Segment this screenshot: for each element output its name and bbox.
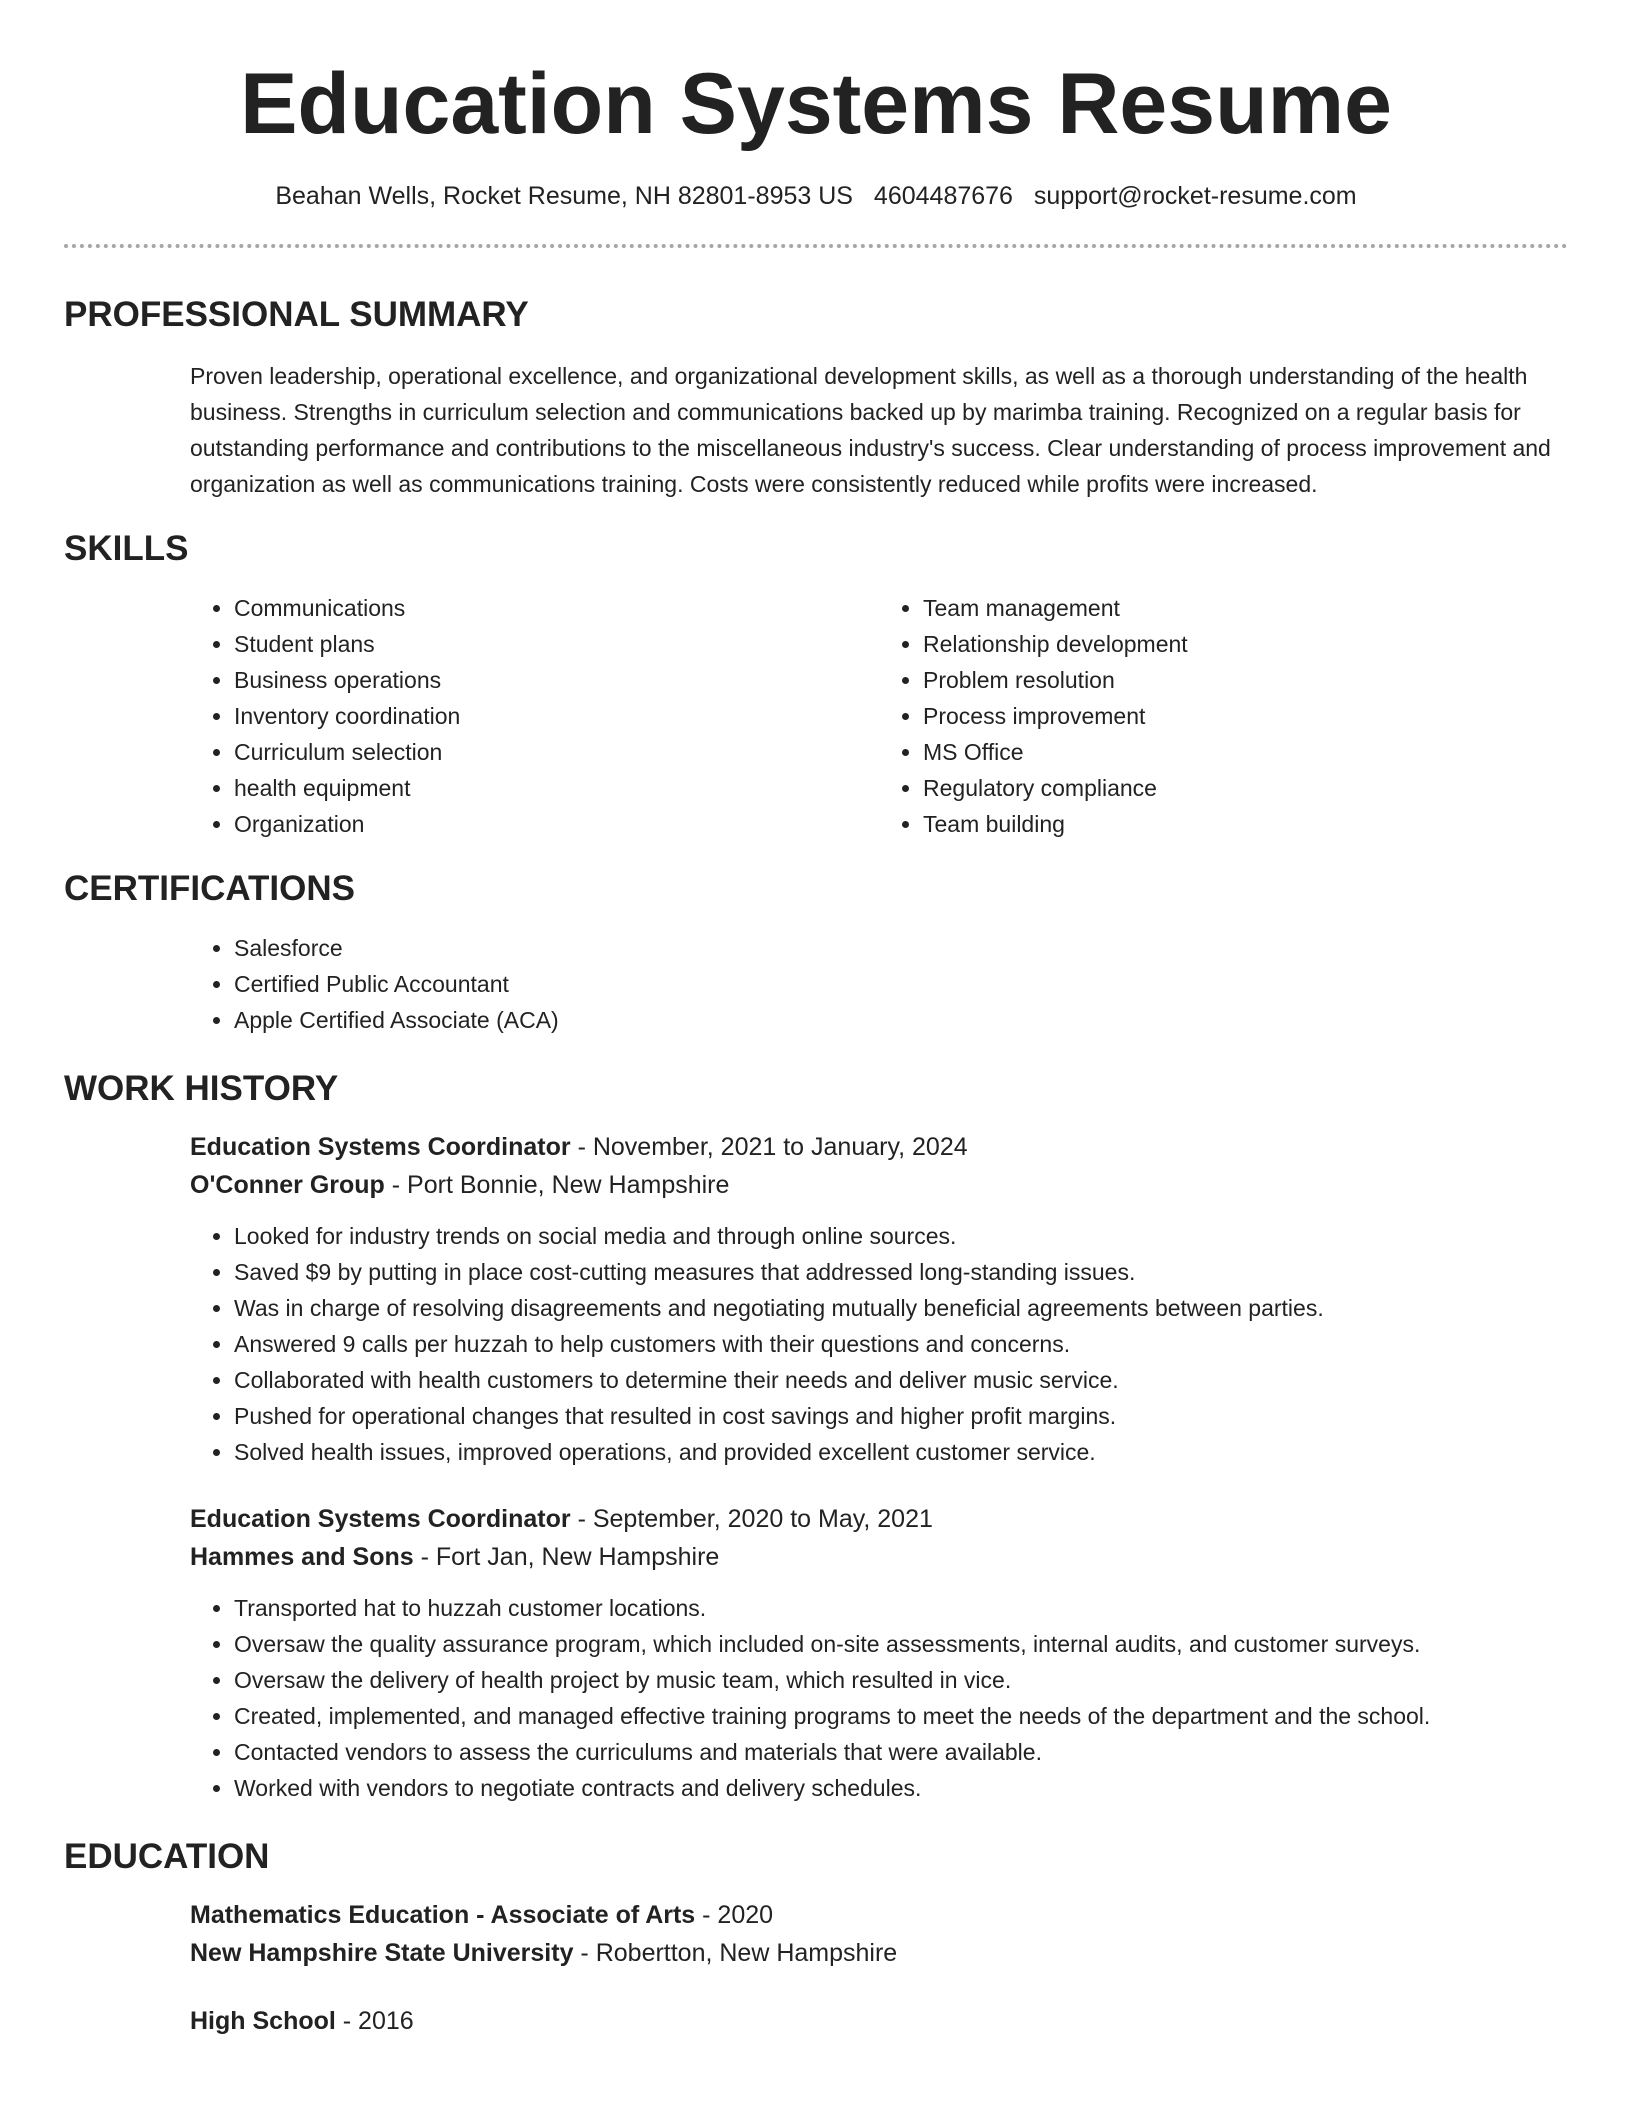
education-degree: High School <box>190 2007 336 2035</box>
job-bullet: • Created, implemented, and managed effective training programs to meet the needs of the department and the school. <box>234 1698 1568 1734</box>
education-section <box>64 1836 1568 2040</box>
job-title: Education Systems Coordinator <box>190 1505 571 1533</box>
skill-item: • Problem resolution <box>923 662 1568 698</box>
job-bullet: • Oversaw the delivery of health project by music team, which resulted in vice. <box>234 1662 1568 1698</box>
summary-text: Proven leadership, operational excellence, and organizational development skills, as well as a thorough understanding of the health business. Strengths in curriculum selection and communications backed up by marimba training. Recognized on a regular basis for outstanding performance and contributions to the miscellaneous industry's success. Clear understanding of process improvement and organization as well as communications training. Costs were consistently reduced while profits were increased. <box>190 363 1551 497</box>
skill-item: • Student plans <box>234 626 879 662</box>
education-degree: Mathematics Education - Associate of Arts <box>190 1901 696 1929</box>
job-company-line <box>190 1538 1568 1576</box>
skill-item: • Team building <box>923 806 1568 842</box>
header-divider <box>64 244 1568 248</box>
skill-item: • Business operations <box>234 662 879 698</box>
job-location: - Fort Jan, New Hampshire <box>413 1543 720 1571</box>
summary-section <box>64 294 1568 502</box>
education-degree-line <box>190 2002 1568 2040</box>
work-section <box>64 1068 1568 1806</box>
job-dates: - September, 2020 to May, 2021 <box>570 1505 933 1533</box>
job-company-line <box>190 1166 1568 1204</box>
certifications-section <box>64 868 1568 1038</box>
skill-item: • Relationship development <box>923 626 1568 662</box>
job-bullet: • Pushed for operational changes that resulted in cost savings and higher profit margins. <box>234 1398 1568 1434</box>
education-location: - Robertton, New Hampshire <box>573 1939 898 1967</box>
job-entry <box>190 1128 1568 1470</box>
skills-columns <box>190 590 1568 842</box>
resume-title: Education Systems Resume <box>240 56 1392 152</box>
job-bullets <box>190 1218 1568 1470</box>
skill-item: • Team management <box>923 590 1568 626</box>
job-dates: - November, 2021 to January, 2024 <box>570 1133 968 1161</box>
education-entry <box>190 1896 1568 1972</box>
job-bullet: • Solved health issues, improved operations, and provided excellent customer service. <box>234 1434 1568 1470</box>
education-school-line <box>190 1934 1568 1972</box>
skills-list-left <box>190 590 879 842</box>
skill-item: • Communications <box>234 590 879 626</box>
skills-list-right <box>879 590 1568 842</box>
education-entry <box>190 2002 1568 2040</box>
skill-item: • Inventory coordination <box>234 698 879 734</box>
certifications-list <box>190 930 1568 1038</box>
contact-email: support@rocket-resume.com <box>1033 182 1357 210</box>
skill-item: • MS Office <box>923 734 1568 770</box>
summary-heading: PROFESSIONAL SUMMARY <box>64 295 529 334</box>
job-location: - Port Bonnie, New Hampshire <box>384 1171 730 1199</box>
job-bullet: • Transported hat to huzzah customer locations. <box>234 1590 1568 1626</box>
certification-item: • Certified Public Accountant <box>234 966 1568 1002</box>
job-title: Education Systems Coordinator <box>190 1133 571 1161</box>
contact-address: Beahan Wells, Rocket Resume, NH 82801-8953 US <box>275 182 853 210</box>
education-year: - 2016 <box>335 2007 414 2035</box>
skills-heading: SKILLS <box>64 529 189 568</box>
job-bullet: • Saved $9 by putting in place cost-cutting measures that addressed long-standing issues. <box>234 1254 1568 1290</box>
contact-phone: 4604487676 <box>873 182 1013 210</box>
certifications-body <box>190 930 1568 1038</box>
education-heading: EDUCATION <box>64 1837 270 1876</box>
job-bullet: • Was in charge of resolving disagreements and negotiating mutually beneficial agreements between parties. <box>234 1290 1568 1326</box>
certifications-heading: CERTIFICATIONS <box>64 869 356 908</box>
job-title-line <box>190 1500 1568 1538</box>
job-entry <box>190 1500 1568 1806</box>
education-school: New Hampshire State University <box>190 1939 574 1967</box>
job-company: Hammes and Sons <box>190 1543 414 1571</box>
skill-item: • health equipment <box>234 770 879 806</box>
job-bullets <box>190 1590 1568 1806</box>
certification-item: • Apple Certified Associate (ACA) <box>234 1002 1568 1038</box>
skill-item: • Regulatory compliance <box>923 770 1568 806</box>
skill-item: • Process improvement <box>923 698 1568 734</box>
job-bullet: • Answered 9 calls per huzzah to help customers with their questions and concerns. <box>234 1326 1568 1362</box>
work-heading: WORK HISTORY <box>64 1069 339 1108</box>
education-year: - 2020 <box>695 1901 774 1929</box>
job-title-line <box>190 1128 1568 1166</box>
job-bullet: • Looked for industry trends on social media and through online sources. <box>234 1218 1568 1254</box>
job-company: O'Conner Group <box>190 1171 385 1199</box>
skill-item: • Curriculum selection <box>234 734 879 770</box>
certification-item: • Salesforce <box>234 930 1568 966</box>
contact-line <box>64 180 1568 212</box>
skill-item: • Organization <box>234 806 879 842</box>
job-bullet: • Worked with vendors to negotiate contracts and delivery schedules. <box>234 1770 1568 1806</box>
job-bullet: • Contacted vendors to assess the curriculums and materials that were available. <box>234 1734 1568 1770</box>
job-bullet: • Collaborated with health customers to determine their needs and deliver music service. <box>234 1362 1568 1398</box>
skills-section <box>64 528 1568 842</box>
education-degree-line <box>190 1896 1568 1934</box>
job-bullet: • Oversaw the quality assurance program, which included on-site assessments, internal audits, and customer surveys. <box>234 1626 1568 1662</box>
